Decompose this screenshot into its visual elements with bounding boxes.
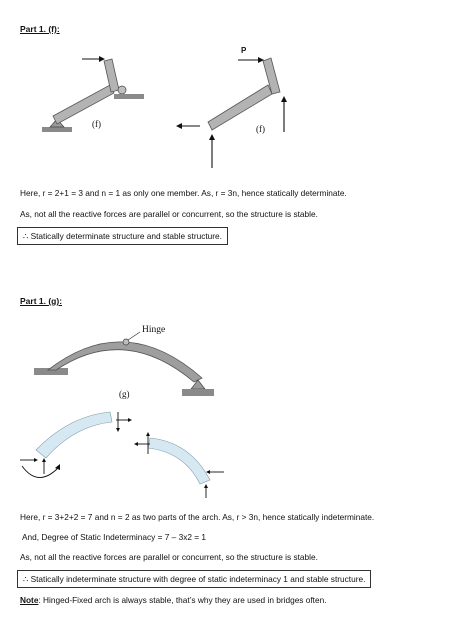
structure-f-diagram: [40, 48, 160, 148]
hinge-force-h-right-head: [134, 442, 138, 446]
hinge-force-h-left-head: [128, 418, 132, 422]
arch-free-body-diagram: [14, 408, 234, 508]
part-g-conclusion-box: ∴ Statically indeterminate structure with degree of static indeterminacy 1 and stable structure.: [17, 570, 371, 588]
part-g-line-2: And, Degree of Static Indeterminacy = 7 – 3x2 = 1: [22, 532, 207, 542]
pin-support-ground: [42, 127, 72, 132]
arch-right-part: [148, 438, 210, 484]
part-g-line-3: As, not all the reactive forces are parallel or concurrent, so the structure is stable.: [20, 552, 318, 562]
hinge-leader: [128, 332, 140, 340]
inclined-member: [53, 85, 114, 124]
part-g-heading: Part 1. (g):: [20, 296, 63, 306]
arch-member: [48, 342, 202, 382]
part-f-line-1: Here, r = 2+1 = 3 and n = 1 as only one member. As, r = 3n, hence statically determinate.: [20, 188, 347, 198]
right-support-h-reaction-head: [206, 470, 210, 474]
fixed-support-h-reaction-head: [34, 458, 38, 462]
structure-f-free-body-diagram: [170, 40, 300, 175]
hinge-force-v-right-head: [146, 432, 150, 436]
roller-ground: [114, 94, 144, 99]
load-p-label: P: [241, 46, 247, 55]
horizontal-reaction-arrowhead: [176, 123, 182, 129]
part-f-conclusion-box: ∴ Statically determinate structure and stable structure.: [17, 227, 228, 245]
hinge-label: Hinge: [142, 325, 166, 335]
arch-left-part: [36, 412, 112, 458]
part-g-line-1: Here, r = 3+2+2 = 7 and n = 2 as two parts of the arch. As, r > 3n, hence statically indeterminate.: [20, 512, 375, 522]
roller-support: [118, 86, 126, 94]
vertical-reaction-roller-arrowhead: [281, 96, 287, 102]
part-f-line-2: As, not all the reactive forces are parallel or concurrent, so the structure is stable.: [20, 209, 318, 219]
figure-f-right-label: (f): [256, 124, 265, 134]
hinge-force-v-left-head: [116, 428, 120, 432]
note-label: Note: [20, 595, 39, 605]
pin-support-right-ground: [182, 389, 214, 396]
note-text: : Hinged-Fixed arch is always stable, that’s why they are used in bridges often.: [38, 595, 327, 605]
right-support-v-reaction-head: [204, 484, 208, 488]
vertical-reaction-pin-arrowhead: [209, 134, 215, 140]
figure-g-label: (g): [119, 389, 130, 399]
part-f-heading: Part 1. (f):: [20, 24, 60, 34]
note-line: [20, 595, 327, 605]
fixed-support-moment: [22, 466, 58, 478]
fixed-support-v-reaction-head: [42, 458, 46, 462]
figure-f-left-label: (f): [92, 119, 101, 129]
